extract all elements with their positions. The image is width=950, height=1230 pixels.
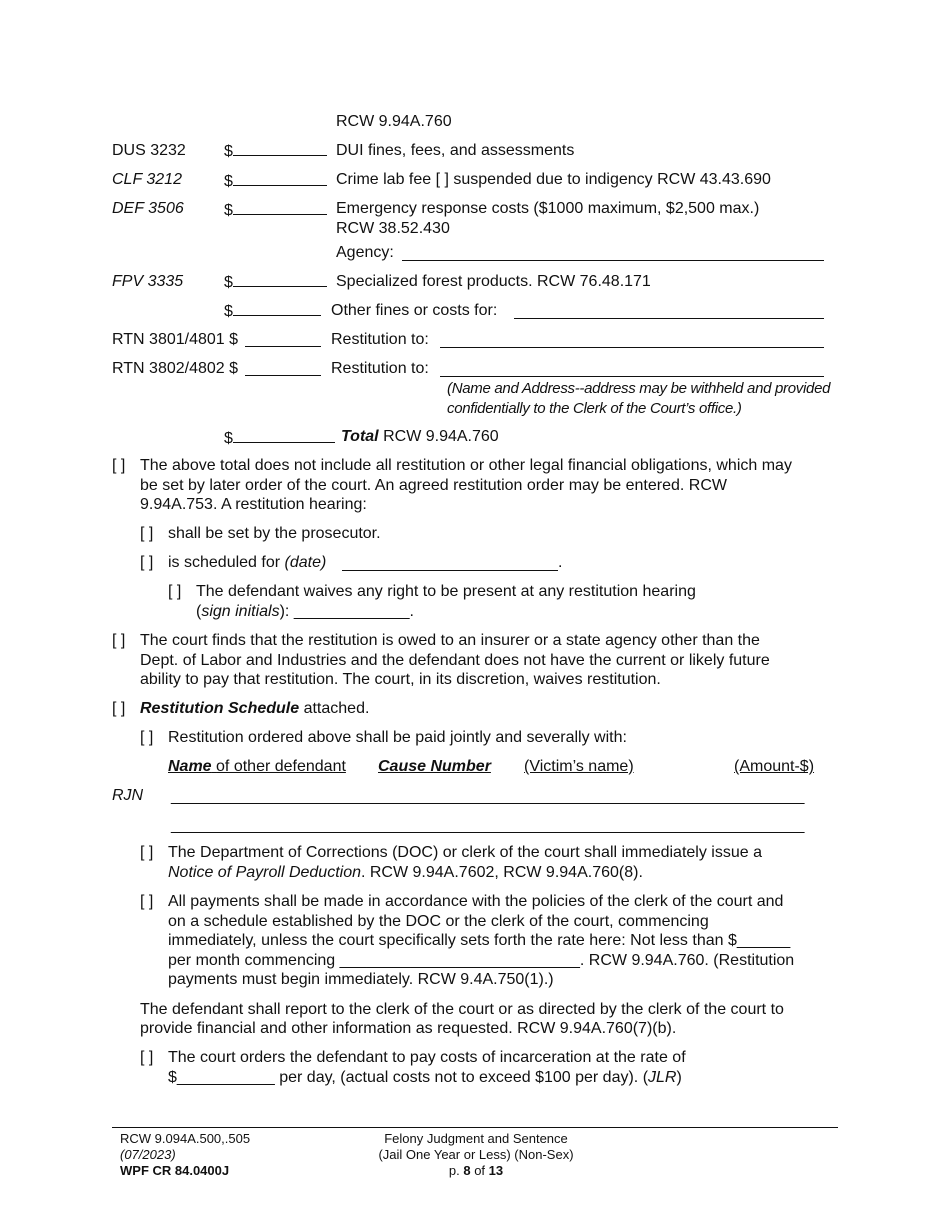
restitution-total-checkbox[interactable]: [ ] xyxy=(112,457,126,474)
restitution-total-line-3: 9.94A.753. A restitution hearing: xyxy=(140,496,367,513)
jointly-checkbox[interactable]: [ ] xyxy=(140,729,154,746)
rtn2-amount-field[interactable] xyxy=(245,375,321,376)
def-desc-2: RCW 38.52.430 xyxy=(336,220,450,237)
col-victim-header: (Victim’s name) xyxy=(524,758,634,775)
footer-rule xyxy=(112,1127,838,1128)
def-desc-1: Emergency response costs ($1000 maximum, $2,500 max.) xyxy=(336,200,760,217)
def-agency-label: Agency: xyxy=(336,244,394,261)
rtn2-desc: Restitution to: xyxy=(331,360,429,377)
jointly-text: Restitution ordered above shall be paid jointly and severally with: xyxy=(168,729,627,746)
restitution-total-line-2: be set by later order of the court. An agreed restitution order may be entered. RCW xyxy=(140,477,727,494)
fpv-desc: Specialized forest products. RCW 76.48.171 xyxy=(336,273,651,290)
fpv-amount-field[interactable]: $ xyxy=(224,272,327,292)
incarceration-checkbox[interactable]: [ ] xyxy=(140,1049,154,1066)
incarceration-line-1: The court orders the defendant to pay costs of incarceration at the rate of xyxy=(168,1049,686,1066)
other-desc: Other fines or costs for: xyxy=(331,302,498,319)
waive-line-2: (sign initials): _____________. xyxy=(196,603,414,620)
clf-desc: Crime lab fee [ ] suspended due to indigency RCW 43.43.690 xyxy=(336,171,771,188)
scheduled-text: is scheduled for (date) xyxy=(168,554,327,571)
col-cause-header: Cause Number xyxy=(378,758,491,775)
other-amount-field[interactable]: $ xyxy=(224,301,321,321)
scheduled-date-field[interactable] xyxy=(342,570,558,571)
rtn1-code: RTN 3801/4801 $ xyxy=(112,331,239,348)
rjn-blank-line-1[interactable]: __________________________________________________________________________ xyxy=(171,788,805,805)
def-code: DEF 3506 xyxy=(112,200,184,217)
dus-code: DUS 3232 xyxy=(112,142,186,159)
payments-line-2: on a schedule established by the DOC or the clerk of the court, commencing xyxy=(168,913,709,930)
dus-amount-field[interactable]: $ xyxy=(224,141,327,161)
footer-form-number: WPF CR 84.0400J xyxy=(120,1163,230,1178)
incarceration-line-2: $___________ per day, (actual costs not to exceed $100 per day). (JLR) xyxy=(168,1069,682,1086)
def-amount-field[interactable]: $ xyxy=(224,199,327,220)
schedule-text: Restitution Schedule attached. xyxy=(140,700,370,717)
rtn1-amount-field[interactable] xyxy=(245,346,321,347)
doc-line-1: The Department of Corrections (DOC) or clerk of the court shall immediately issue a xyxy=(168,844,762,861)
rtn2-recipient-field[interactable] xyxy=(440,376,824,377)
clf-amount-field[interactable]: $ xyxy=(224,170,327,191)
payments-line-5: payments must begin immediately. RCW 9.4A.750(1).) xyxy=(168,971,554,988)
rtn2-code: RTN 3802/4802 $ xyxy=(112,360,239,377)
footer-page: p. 8 of 13 xyxy=(448,1163,504,1178)
report-line-2: provide financial and other information as requested. RCW 9.94A.760(7)(b). xyxy=(140,1020,677,1037)
payments-line-3: immediately, unless the court specifically sets forth the rate here: Not less than $______ xyxy=(168,932,791,949)
waive-line-1: The defendant waives any right to be present at any restitution hearing xyxy=(196,583,696,600)
footer-title-2: (Jail One Year or Less) (Non-Sex) xyxy=(378,1147,574,1162)
payments-checkbox[interactable]: [ ] xyxy=(140,893,154,910)
rjn-blank-line-2[interactable]: __________________________________________________________________________ xyxy=(171,817,805,834)
col-amount-header: (Amount-$) xyxy=(734,758,815,775)
prosecutor-checkbox[interactable]: [ ] xyxy=(140,525,154,542)
report-line-1: The defendant shall report to the clerk of the court or as directed by the clerk of the court to xyxy=(140,1001,784,1018)
insurer-checkbox[interactable]: [ ] xyxy=(112,632,126,649)
footer-title-1: Felony Judgment and Sentence xyxy=(384,1131,568,1146)
insurer-line-1: The court finds that the restitution is owed to an insurer or a state agency other than the xyxy=(140,632,760,649)
footer-rcw: RCW 9.094A.500,.505 xyxy=(120,1131,251,1146)
dus-desc: DUI fines, fees, and assessments xyxy=(336,142,575,159)
rtn1-recipient-field[interactable] xyxy=(440,347,824,348)
doc-line-2: Notice of Payroll Deduction. RCW 9.94A.7602, RCW 9.94A.760(8). xyxy=(168,864,643,881)
payments-line-4: per month commencing ___________________________. RCW 9.94A.760. (Restitution xyxy=(168,952,795,969)
address-note-1: (Name and Address--address may be withheld and provided xyxy=(447,380,831,397)
scheduled-checkbox[interactable]: [ ] xyxy=(140,554,154,571)
restitution-total-line-1: The above total does not include all restitution or other legal financial obligations, which may xyxy=(140,457,792,474)
total-amount-field[interactable]: $ xyxy=(224,427,335,448)
fpv-code: FPV 3335 xyxy=(112,273,184,290)
address-note-2: confidentially to the Clerk of the Court’s office.) xyxy=(447,400,742,417)
insurer-line-2: Dept. of Labor and Industries and the defendant does not have the current or likely future xyxy=(140,652,770,669)
schedule-checkbox[interactable]: [ ] xyxy=(112,700,126,717)
rcw-top: RCW 9.94A.760 xyxy=(336,113,452,130)
footer-date: (07/2023) xyxy=(120,1147,176,1162)
rtn1-desc: Restitution to: xyxy=(331,331,429,348)
clf-code: CLF 3212 xyxy=(112,171,182,188)
doc-checkbox[interactable]: [ ] xyxy=(140,844,154,861)
scheduled-period: . xyxy=(558,554,563,571)
rjn-label: RJN xyxy=(112,787,144,804)
prosecutor-text: shall be set by the prosecutor. xyxy=(168,525,381,542)
col-name-header: Name of other defendant xyxy=(168,758,346,775)
payments-line-1: All payments shall be made in accordance with the policies of the clerk of the court and xyxy=(168,893,784,910)
total-label: Total RCW 9.94A.760 xyxy=(341,428,499,445)
waive-checkbox[interactable]: [ ] xyxy=(168,583,182,600)
other-for-field[interactable] xyxy=(514,318,824,319)
insurer-line-3: ability to pay that restitution. The court, in its discretion, waives restitution. xyxy=(140,671,661,688)
def-agency-field[interactable] xyxy=(402,260,824,261)
